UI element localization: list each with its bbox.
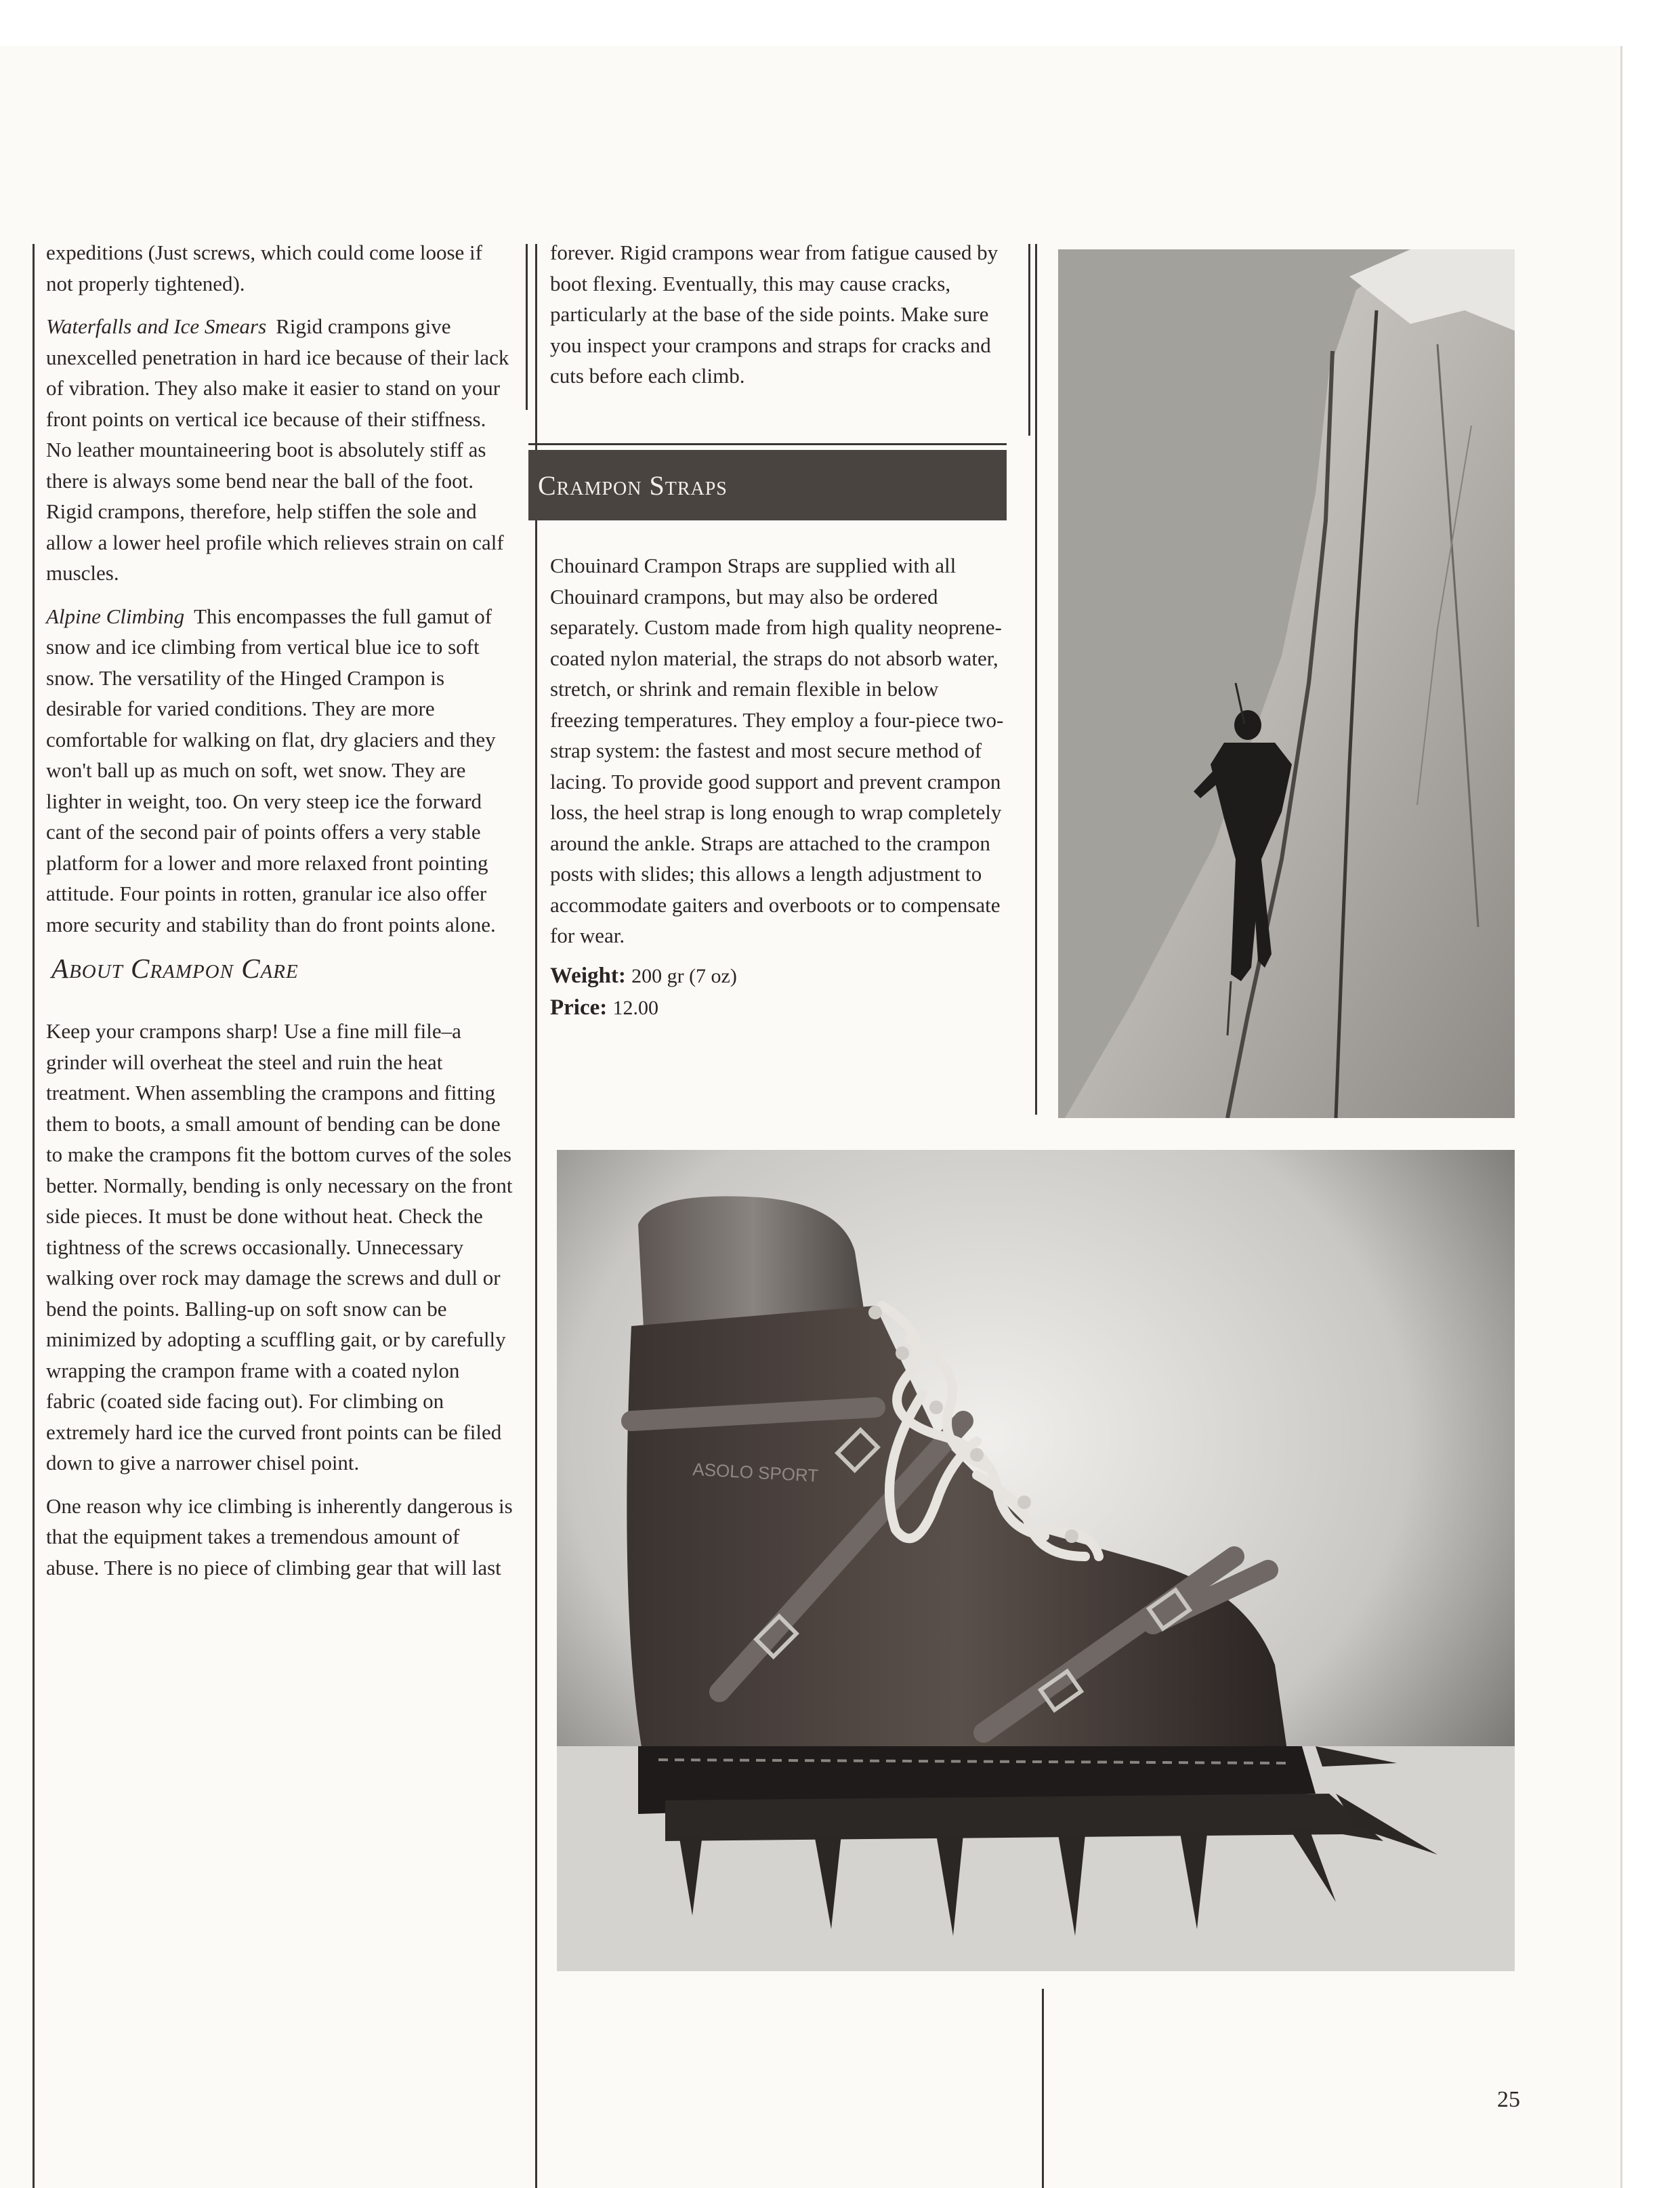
left-column — [46, 237, 513, 1595]
boot-crampon-photo — [557, 1150, 1515, 1971]
price-label: Price: — [550, 995, 608, 1020]
middle-column — [550, 237, 1011, 404]
weight-label: Weight: — [550, 963, 626, 988]
boot-brand-label: ASOLO SPORT — [692, 1459, 819, 1486]
weight-line — [550, 964, 1011, 989]
page-number: 25 — [1497, 2087, 1520, 2112]
crampon-straps-title: Crampon Straps — [538, 470, 728, 501]
subhead-alpine: Alpine Climbing — [46, 604, 185, 628]
boot-crampon-drawing — [557, 1150, 1515, 1971]
bottom-column-rule — [1042, 1989, 1044, 2188]
straps-divider — [528, 443, 1007, 445]
photo-right-rule — [1035, 244, 1037, 1115]
heading-crampon-care: About Crampon Care — [51, 953, 299, 984]
paragraph-straps: Chouinard Crampon Straps are supplied with all Chouinard crampons, but may also be ordered separately. Custom made from high quality neoprene-coated nylon material, the straps do not absorb water, stretch, or shrink and remain flexible in below freezing temperatures. They employ a four-piece two-strap system: the fastest and most secure method of lacing. To provide good support and prevent crampon loss, the heel strap is long enough to wrap completely around the ankle. Straps are attached to the crampon posts with slides; this allows a length adjustment to accommodate gaiters and overboots or to compensate for wear. — [550, 554, 1004, 947]
straps-section — [550, 550, 1011, 1027]
paragraph-care: Keep your crampons sharp! Use a fine mill file–a grinder will overheat the steel and ruin the heat treatment. When assembling the crampons and fitting them to boots, a small amount of bending can be done to make the crampons fit the bottom curves of the soles better. Normally, bending is only necessary on the front side pieces. It must be done without heat. Check the tightness of the screws occasionally. Unnecessary walking over rock may damage the screws and dull or bend the points. Balling-up on soft snow can be minimized by adopting a scuffling gait, or by carefully wrapping the crampon frame with a coated nylon fabric (coated side facing out). For climbing on extremely hard ice the curved front points can be filed down to give a narrower chisel point. — [46, 1019, 513, 1474]
col2-top-rule — [526, 244, 528, 410]
paragraph-expeditions: expeditions (Just screws, which could come loose if not properly tightened). — [46, 241, 482, 295]
paragraph-waterfalls — [46, 311, 513, 589]
col2-right-rule — [1028, 244, 1030, 436]
subhead-waterfalls: Waterfalls and Ice Smears — [46, 314, 267, 338]
climber-photo — [1058, 249, 1515, 1118]
middle-column-rule — [535, 244, 537, 2188]
scan-margin — [0, 0, 1680, 46]
left-column-rule — [33, 244, 35, 2188]
price-line — [550, 995, 1011, 1020]
weight-value: 200 gr (7 oz) — [631, 964, 737, 987]
price-value: 12.00 — [612, 996, 659, 1019]
paragraph-alpine-text: This encompasses the full gamut of snow and ice climbing from vertical blue ice to soft snow. The versatility of the Hinged Crampon is desirable for varied conditions. They are more comfortable for walking on flat, dry glaciers and they won't ball up as much on soft, wet snow. They are lighter in weight, too. On very steep ice the forward cant of the second pair of points offers a very stable platform for a lower and more relaxed front pointing attitude. Four points in rotten, granular ice also offer more security and stability than do front points alone. — [46, 604, 496, 936]
paragraph-danger: One reason why ice climbing is inherently dangerous is that the equipment takes a tremendous amount of abuse. There is no piece of climbing gear that will last — [46, 1493, 513, 1580]
paragraph-forever: forever. Rigid crampons wear from fatigue caused by boot flexing. Eventually, this may cause cracks, particularly at the base of the side points. Make sure you inspect your crampons and straps for cracks and cuts before each climb. — [550, 241, 999, 388]
paragraph-waterfalls-text: Rigid crampons give unexcelled penetration in hard ice because of their lack of vibration. They also make it easier to stand on your front points on vertical ice because of their stiffness. No leather mountaineering boot is absolutely stiff as there is always some bend near the ball of the foot. Rigid crampons, therefore, help stiffen the sole and allow a lower heel profile which relieves strain on calf muscles. — [46, 314, 509, 585]
crampon-straps-header — [528, 450, 1007, 520]
paragraph-alpine — [46, 601, 513, 941]
climber-photo-drawing — [1058, 249, 1515, 1118]
